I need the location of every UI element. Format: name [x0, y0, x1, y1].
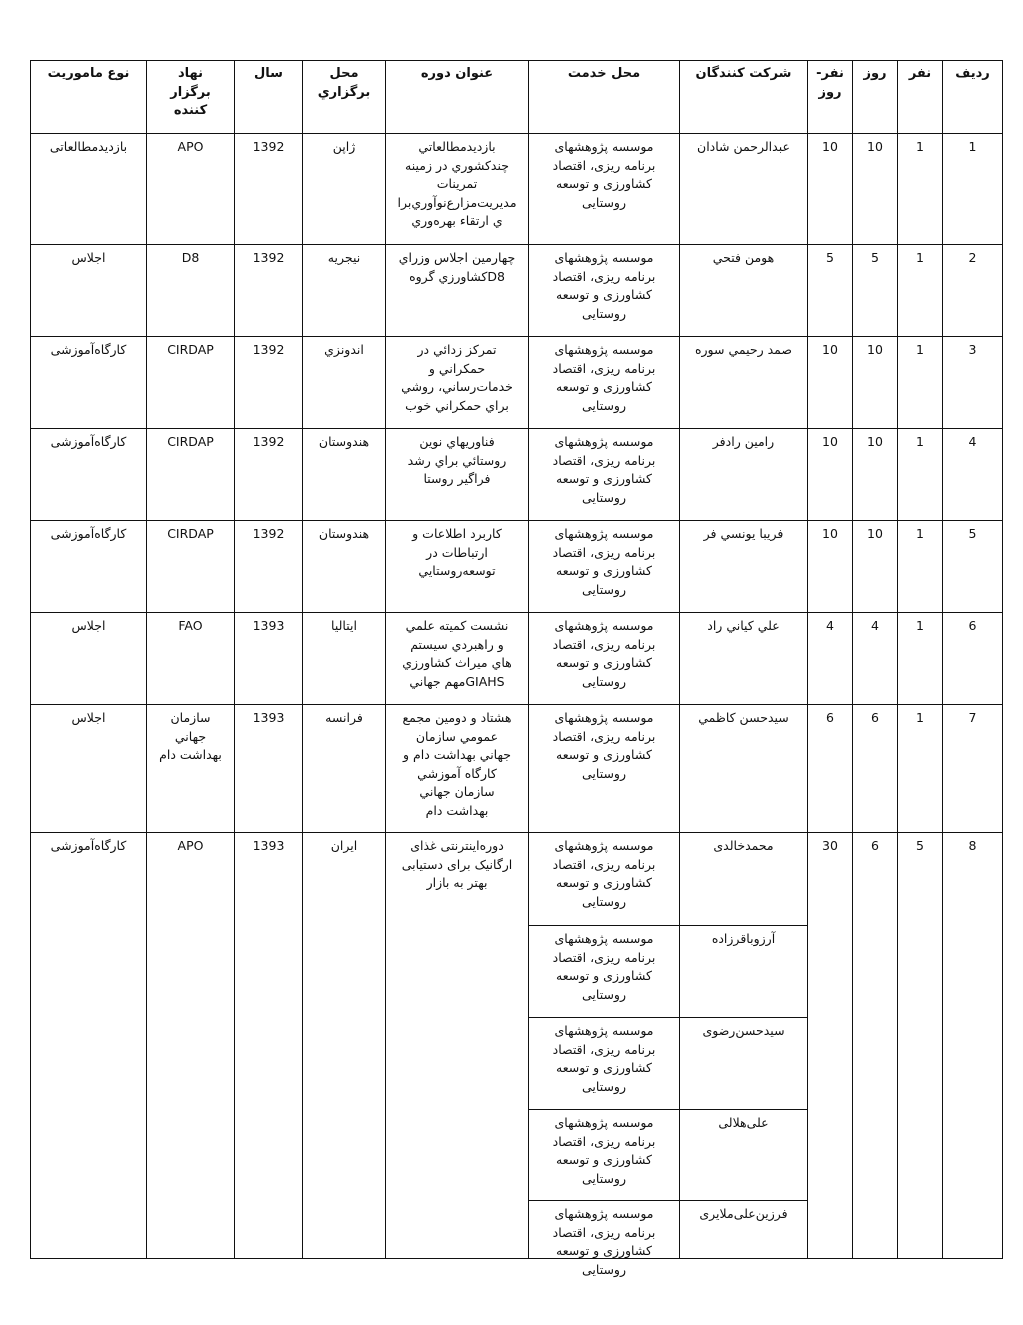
person-days: 10	[808, 429, 853, 521]
participant-name: هومن فتحي	[680, 245, 808, 337]
year: 1392	[235, 521, 303, 613]
year: 1393	[235, 833, 303, 1259]
participant-name: علي کياني راد	[680, 613, 808, 705]
participant-name: آرزوباقرزاده	[680, 926, 808, 1018]
organizer: APO	[147, 134, 235, 245]
days-count: 10	[853, 521, 898, 613]
course-title: تمرکز زدائي در حمکراني و خدمات‌رساني، روشي براي حمکراني خوب	[386, 337, 529, 429]
person-days: 30	[808, 833, 853, 1259]
person-days: 10	[808, 521, 853, 613]
participant-name: سيدحسن کاظمي	[680, 705, 808, 833]
year: 1393	[235, 705, 303, 833]
service-place: موسسه پژوهشهای برنامه ریزی، اقتصاد کشاورزی و توسعه روستایی	[529, 134, 680, 245]
missions-table	[30, 60, 1003, 1277]
service-place: موسسه پژوهشهای برنامه ریزی، اقتصاد کشاورزی و توسعه روستایی	[529, 833, 680, 926]
table-row	[31, 337, 1003, 429]
mission-type: اجلاس	[31, 613, 147, 705]
row-number: 4	[943, 429, 1003, 521]
organizer: FAO	[147, 613, 235, 705]
table-row	[31, 833, 1003, 926]
persons-count: 1	[898, 705, 943, 833]
row-number: 1	[943, 134, 1003, 245]
venue: فرانسه	[303, 705, 386, 833]
year: 1393	[235, 613, 303, 705]
table-row	[31, 245, 1003, 337]
mission-type: کارگاه‌آموزشی	[31, 429, 147, 521]
service-place: موسسه پژوهشهای برنامه ریزی، اقتصاد کشاورزی و توسعه روستایی	[529, 245, 680, 337]
participant-name: فريبا يونسي فر	[680, 521, 808, 613]
row-number: 5	[943, 521, 1003, 613]
service-place-text: موسسه پژوهشهای برنامه ریزی، اقتصاد کشاورزی و توسعه روستایی	[552, 1206, 656, 1277]
service-place	[529, 1201, 680, 1277]
persons-count: 1	[898, 134, 943, 245]
course-title: فناوريهاي نوين روستائي براي رشد فراگير روستا	[386, 429, 529, 521]
participant-name: علی‌هلالی	[680, 1110, 808, 1201]
venue: ايتاليا	[303, 613, 386, 705]
table-row	[31, 705, 1003, 833]
course-title: بازديدمطالعاتي چندکشوري در زمينه تمرينات مديريت‌مزارع‌نوآوري‌برا ي ارتقاء بهره‌وري	[386, 134, 529, 245]
course-title: دوره‌اینترنتی غذای ارگانیک برای دستیابی بهتر به بازار	[386, 833, 529, 1259]
service-place: موسسه پژوهشهای برنامه ریزی، اقتصاد کشاورزی و توسعه روستایی	[529, 705, 680, 833]
header-person-days: نفر- روز	[808, 61, 853, 134]
header-row-no: ردیف	[943, 61, 1003, 134]
persons-count: 5	[898, 833, 943, 1259]
table-row	[31, 521, 1003, 613]
service-place: موسسه پژوهشهای برنامه ریزی، اقتصاد کشاورزی و توسعه روستایی	[529, 1110, 680, 1201]
service-place: موسسه پژوهشهای برنامه ریزی، اقتصاد کشاورزی و توسعه روستایی	[529, 1018, 680, 1110]
service-place: موسسه پژوهشهای برنامه ریزی، اقتصاد کشاورزی و توسعه روستایی	[529, 429, 680, 521]
venue: اندونزي	[303, 337, 386, 429]
course-title: نشست کميته علمي و راهبردي سيستم هاي ميراث کشاورزي GIAHSمهم جهاني	[386, 613, 529, 705]
persons-count: 1	[898, 245, 943, 337]
venue: هندوستان	[303, 521, 386, 613]
service-place: موسسه پژوهشهای برنامه ریزی، اقتصاد کشاورزی و توسعه روستایی	[529, 521, 680, 613]
service-place: موسسه پژوهشهای برنامه ریزی، اقتصاد کشاورزی و توسعه روستایی	[529, 337, 680, 429]
person-days: 4	[808, 613, 853, 705]
days-count: 10	[853, 337, 898, 429]
header-participants: شرکت کنندگان	[680, 61, 808, 134]
course-title: چهارمين اجلاس وزراي D8کشاورزي گروه	[386, 245, 529, 337]
days-count: 10	[853, 429, 898, 521]
header-organizer: نهاد برگزار کننده	[147, 61, 235, 134]
service-place: موسسه پژوهشهای برنامه ریزی، اقتصاد کشاورزی و توسعه روستایی	[529, 926, 680, 1018]
persons-count: 1	[898, 337, 943, 429]
organizer: CIRDAP	[147, 429, 235, 521]
year: 1392	[235, 337, 303, 429]
participant-name: محمدخالدی	[680, 833, 808, 926]
table-row	[31, 429, 1003, 521]
header-year: سال	[235, 61, 303, 134]
mission-type: اجلاس	[31, 245, 147, 337]
persons-count: 1	[898, 521, 943, 613]
participant-name: صمد رحيمي سوره	[680, 337, 808, 429]
organizer: D8	[147, 245, 235, 337]
organizer: سازمان جهاني بهداشت دام	[147, 705, 235, 833]
course-title: هشتاد و دومين مجمع عمومي سازمان جهاني بهداشت دام و کارگاه آموزشي سازمان جهاني بهداشت دام	[386, 705, 529, 833]
header-days: روز	[853, 61, 898, 134]
course-title: كاربرد اطلاعات و ارتباطات در توسعه‌روستايي	[386, 521, 529, 613]
person-days: 5	[808, 245, 853, 337]
participant-name: فرزین‌علی‌ملایری	[680, 1201, 808, 1259]
organizer: CIRDAP	[147, 521, 235, 613]
table-row	[31, 613, 1003, 705]
persons-count: 1	[898, 429, 943, 521]
participant-name: سیدحسن‌رضوی	[680, 1018, 808, 1110]
organizer: APO	[147, 833, 235, 1259]
header-persons: نفر	[898, 61, 943, 134]
persons-count: 1	[898, 613, 943, 705]
venue: ایران	[303, 833, 386, 1259]
days-count: 4	[853, 613, 898, 705]
days-count: 10	[853, 134, 898, 245]
header-course-title: عنوان دوره	[386, 61, 529, 134]
row-number: 7	[943, 705, 1003, 833]
mission-type: کارگاه‌آموزشی	[31, 337, 147, 429]
days-count: 5	[853, 245, 898, 337]
days-count: 6	[853, 705, 898, 833]
year: 1392	[235, 245, 303, 337]
row-number: 2	[943, 245, 1003, 337]
participant-name: عبدالرحمن شادان	[680, 134, 808, 245]
person-days: 6	[808, 705, 853, 833]
mission-type: کارگاه‌آموزشی	[31, 833, 147, 1259]
organizer: CIRDAP	[147, 337, 235, 429]
year: 1392	[235, 429, 303, 521]
header-mission-type: نوع ماموریت	[31, 61, 147, 134]
person-days: 10	[808, 134, 853, 245]
participant-name: رامين رادفر	[680, 429, 808, 521]
person-days: 10	[808, 337, 853, 429]
venue: ژاپن	[303, 134, 386, 245]
table-row	[31, 134, 1003, 245]
venue: هندوستان	[303, 429, 386, 521]
row-number: 6	[943, 613, 1003, 705]
header-venue: محل برگزاري	[303, 61, 386, 134]
service-place: موسسه پژوهشهای برنامه ریزی، اقتصاد کشاورزی و توسعه روستایی	[529, 613, 680, 705]
row-number: 8	[943, 833, 1003, 1259]
mission-type: بازدیدمطالعاتی	[31, 134, 147, 245]
row-number: 3	[943, 337, 1003, 429]
mission-type: کارگاه‌آموزشی	[31, 521, 147, 613]
year: 1392	[235, 134, 303, 245]
header-service-place: محل خدمت	[529, 61, 680, 134]
venue: نيجريه	[303, 245, 386, 337]
header-row	[31, 61, 1003, 134]
days-count: 6	[853, 833, 898, 1259]
mission-type: اجلاس	[31, 705, 147, 833]
